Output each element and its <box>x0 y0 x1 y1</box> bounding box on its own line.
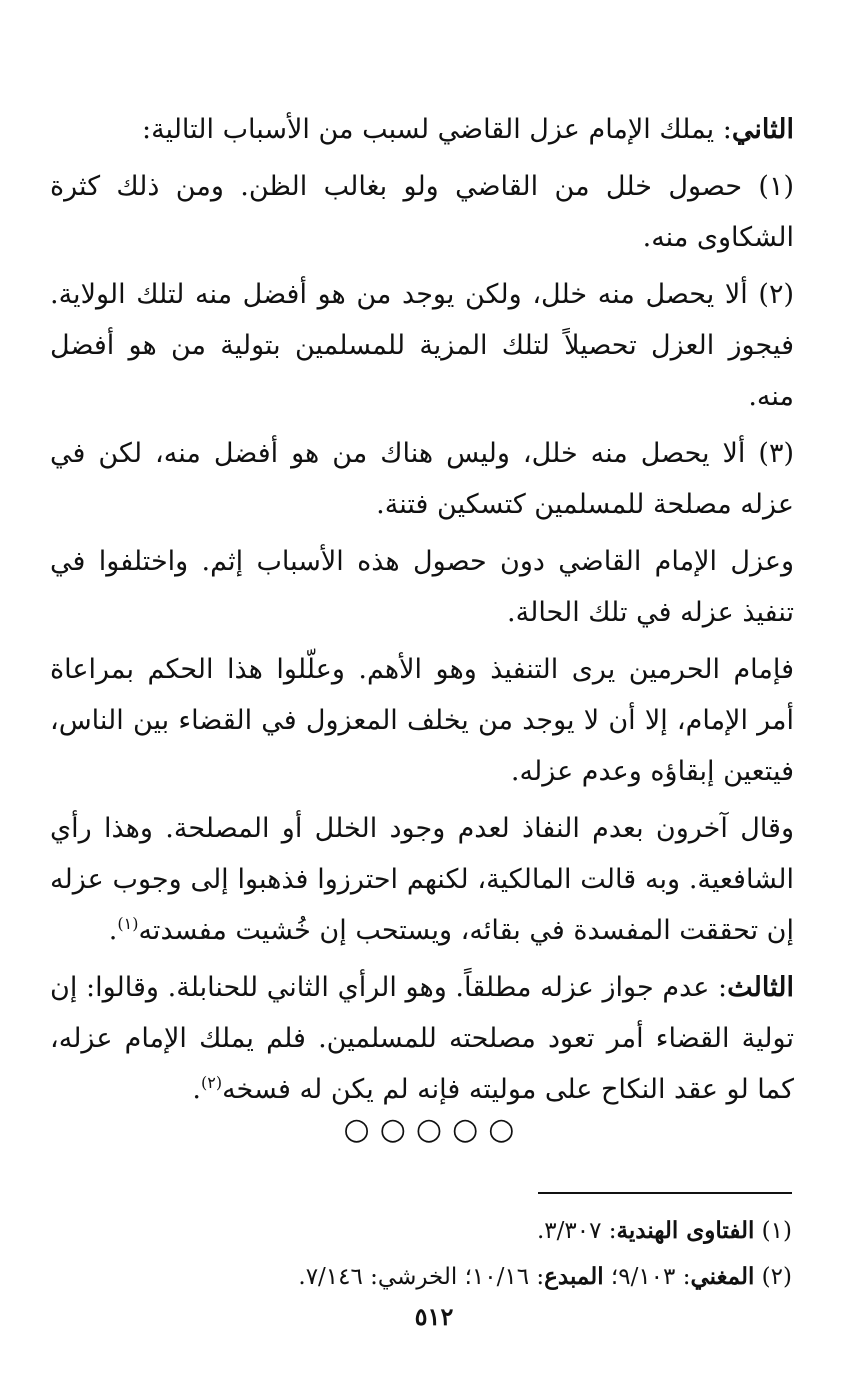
body-text <box>50 104 794 1115</box>
paragraph-text: وقال آخرون بعدم النفاذ لعدم وجود الخلل أو المصلحة. وهذا رأي الشافعية. وبه قالت المالكية، لكنهم احترزوا فذهبوا إلى وجوب عزله إن تحققت المفسدة في بقائه، ويستحب إن خُشيت مفسدته <box>50 813 794 946</box>
paragraph-third-opinion <box>50 962 794 1115</box>
footnote-number: (١) <box>761 1218 792 1244</box>
footnote-divider <box>538 1192 792 1194</box>
paragraph-tail: . <box>108 915 118 946</box>
paragraph-tail: . <box>192 1074 201 1105</box>
paragraph-text: : عدم جواز عزله مطلقاً. وهو الرأي الثاني للحنابلة. وقالوا: إن تولية القضاء أمر تعود مصلحته للمسلمين. فلم يملك الإمام عزله، كما لو عقد النكاح على موليته فإنه لم يكن له فسخه <box>50 972 794 1105</box>
paragraph-imam-haramayn <box>50 644 794 797</box>
paragraph-text: : يملك الإمام عزل القاضي لسبب من الأسباب التالية: <box>141 114 732 145</box>
footnote-reference-2: : ١٠/١٦؛ الخرشي: ٧/١٤٦. <box>298 1264 545 1290</box>
footnote-ref-2[interactable]: (٢) <box>200 1073 223 1092</box>
paragraph-sin <box>50 536 794 638</box>
paragraph-lead: الثالث <box>727 972 794 1003</box>
footnote-source: المغني <box>690 1263 755 1290</box>
paragraph-text: (٢) ألا يحصل منه خلل، ولكن يوجد من هو أفضل منه لتلك الولاية. فيجوز العزل تحصيلاً لتلك المزية للمسلمين بتولية من هو أفضل منه. <box>50 279 794 412</box>
footnote-source: الفتاوى الهندية <box>616 1217 755 1244</box>
paragraph-text: وعزل الإمام القاضي دون حصول هذه الأسباب إثم. واختلفوا في تنفيذ عزله في تلك الحالة. <box>50 546 794 628</box>
paragraph-text: فإمام الحرمين يرى التنفيذ وهو الأهم. وعلّلوا هذا الحكم بمراعاة أمر الإمام، إلا أن لا يوجد من يخلف المعزول في القضاء بين الناس، فيتعين إبقاؤه وعدم عزله. <box>50 654 794 787</box>
footnote-number: (٢) <box>761 1264 792 1290</box>
paragraph-reason-2 <box>50 269 794 422</box>
footnote-1 <box>72 1208 792 1254</box>
paragraph-lead: الثاني <box>731 114 794 145</box>
paragraph-text: (٣) ألا يحصل منه خلل، وليس هناك من هو أفضل منه، لكن في عزله مصلحة للمسلمين كتسكين فتنة. <box>50 438 794 520</box>
footnote-reference: : ٩/١٠٣؛ <box>610 1264 691 1290</box>
paragraph-reason-3 <box>50 428 794 530</box>
page-number: ٥١٢ <box>414 1302 454 1331</box>
footnote-source-2: المبدع <box>544 1263 604 1290</box>
paragraph-reason-1 <box>50 161 794 263</box>
paragraph-text: (١) حصول خلل من القاضي ولو بغالب الظن. ومن ذلك كثرة الشكاوى منه. <box>50 171 794 253</box>
footnote-2 <box>72 1254 792 1300</box>
footnotes <box>72 1208 792 1300</box>
footnote-ref-1[interactable]: (١) <box>117 914 139 933</box>
paragraph-second-opinion <box>50 104 794 155</box>
paragraph-others <box>50 803 794 956</box>
footnote-reference: : ٣/٣٠٧. <box>536 1218 617 1244</box>
section-end-ornament: ○○○○○ <box>343 1112 525 1147</box>
